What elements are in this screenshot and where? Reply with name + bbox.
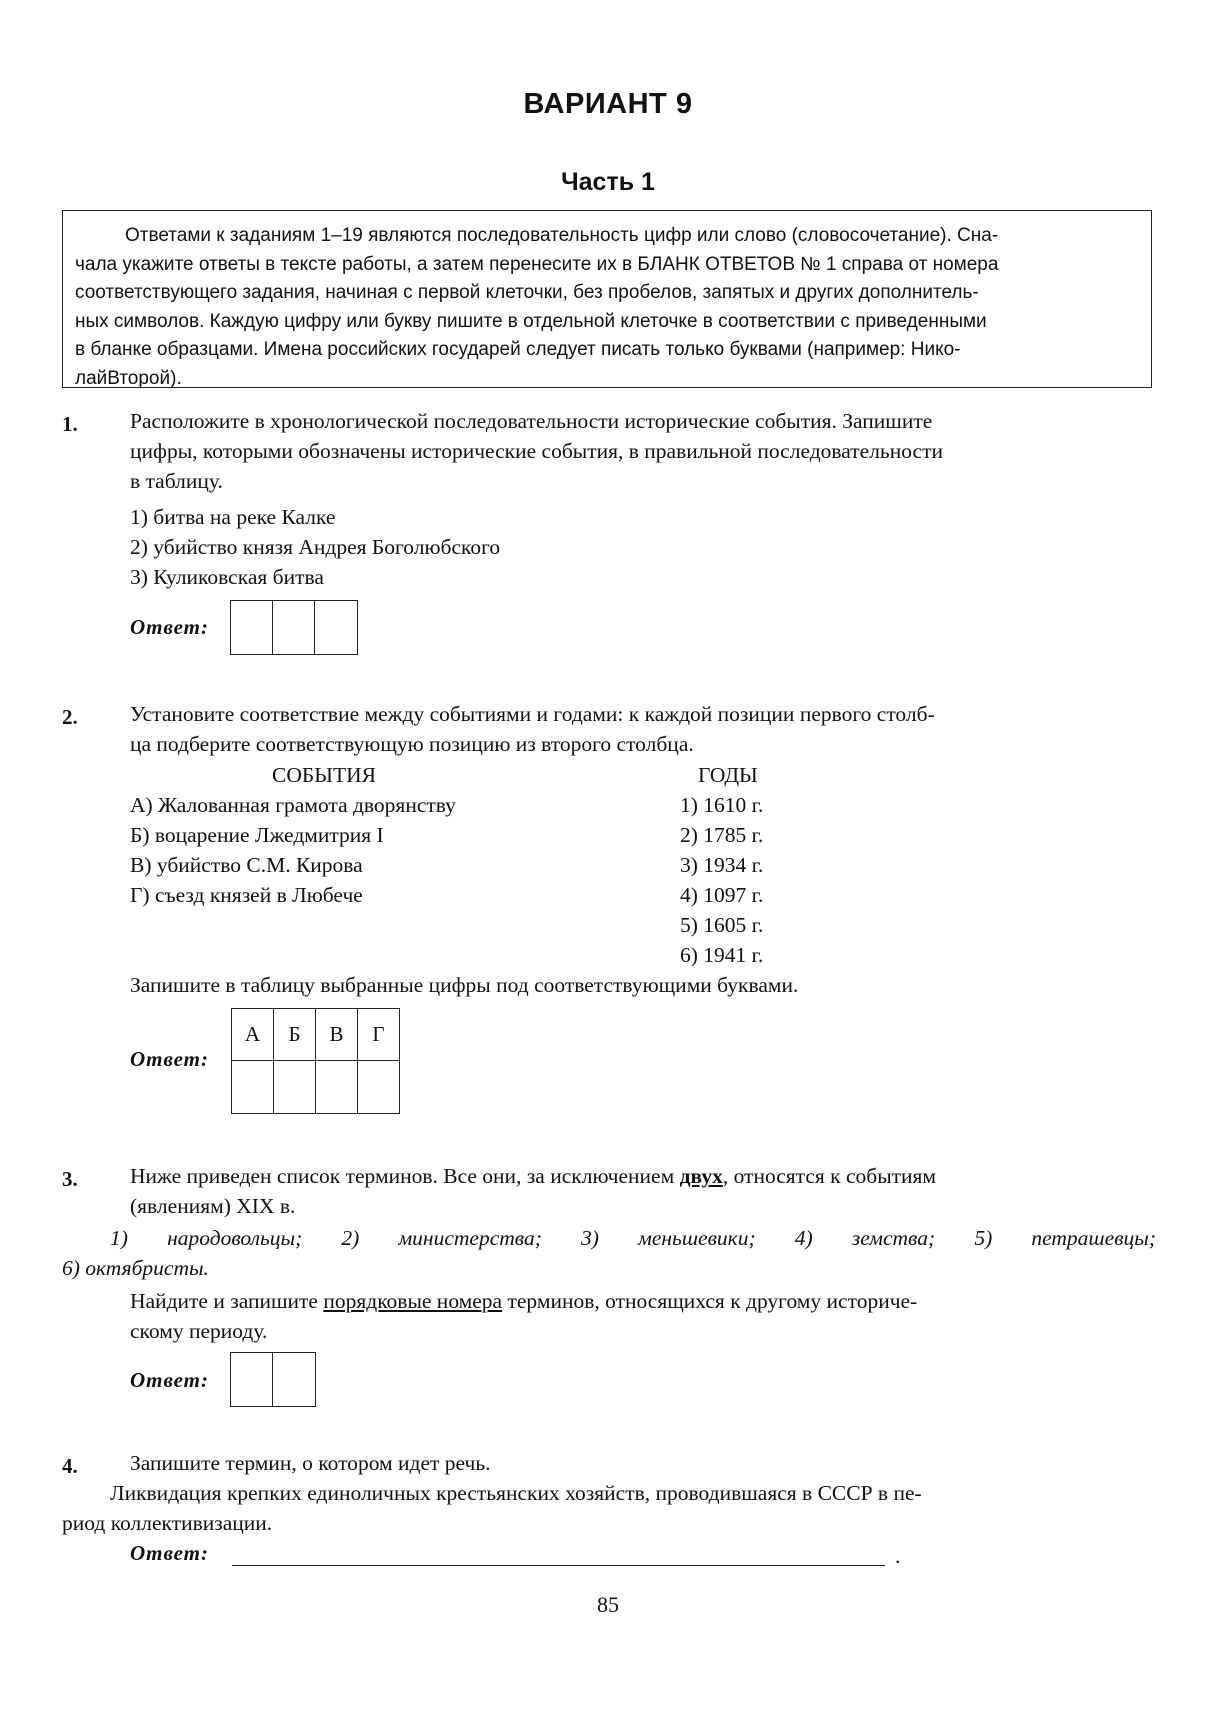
variant-title: ВАРИАНТ 9	[523, 88, 693, 120]
task-4-number: 4.	[62, 1454, 78, 1478]
letter-cell: В	[316, 1009, 358, 1061]
answer-cell[interactable]	[231, 1353, 273, 1406]
instructions-line: ных символов. Каждую цифру или букву пишите в отдельной клеточке в соответствии с приведенными	[75, 310, 987, 332]
task-1-text	[130, 406, 1156, 496]
task-3-text-part: , относятся к событиям	[722, 1164, 937, 1188]
letter-cell: Г	[358, 1009, 400, 1061]
task-1-item: 1) битва на реке Калке	[130, 505, 336, 529]
task-4-text	[62, 1478, 1156, 1538]
events-column-header: СОБЫТИЯ	[272, 763, 376, 787]
task-2-number: 2.	[62, 705, 78, 729]
instructions-line: в бланке образцами. Имена российских государей следует писать только буквами (например: Нико-	[75, 339, 961, 361]
year-item: 2) 1785 г.	[680, 823, 764, 847]
task-4-prompt: Запишите термин, о котором идет речь.	[130, 1451, 491, 1475]
letter-cell: А	[232, 1009, 274, 1061]
task-3-line	[130, 1161, 1156, 1191]
task-1-answer-cells[interactable]	[230, 600, 358, 655]
terms-list-line: 6) октябристы.	[62, 1256, 209, 1280]
answer-cell[interactable]	[273, 1353, 315, 1406]
task-1-number: 1.	[62, 412, 78, 436]
task-3-text-part: Ниже приведен список терминов. Все они, за исключением	[130, 1164, 680, 1188]
task-4-line: риод коллективизации.	[62, 1511, 273, 1535]
answer-cell[interactable]	[315, 601, 357, 654]
answer-cell[interactable]	[273, 601, 315, 654]
instructions-line: лайВторой).	[75, 367, 182, 389]
task-1-item: 2) убийство князя Андрея Боголюбского	[130, 535, 501, 559]
task-2-answer-table	[231, 1008, 400, 1114]
task-4-answer-line[interactable]	[232, 1565, 885, 1566]
task-1-line: цифры, которыми обозначены исторические события, в правильной последовательности	[130, 439, 943, 463]
task-2-instruction: Запишите в таблицу выбранные цифры под соответствующими буквами.	[130, 973, 799, 997]
events-list	[130, 790, 456, 910]
year-item: 1) 1610 г.	[680, 793, 764, 817]
task-3-line: скому периоду.	[130, 1319, 268, 1343]
answer-cell[interactable]	[274, 1061, 316, 1114]
event-item: Г) съезд князей в Любече	[130, 883, 363, 907]
instructions-line: Ответами к заданиям 1–19 являются последовательность цифр или слово (словосочетание). Сна-	[125, 225, 999, 246]
task-3-line	[130, 1286, 1156, 1316]
answer-line-period: .	[895, 1544, 901, 1568]
answer-label: Ответ:	[130, 615, 209, 639]
answer-label: Ответ:	[130, 1047, 209, 1071]
answer-cell[interactable]	[316, 1061, 358, 1114]
task-3-answer-cells[interactable]	[230, 1352, 316, 1407]
task-2-line: Установите соответствие между событиями и годами: к каждой позиции первого столб-	[130, 702, 935, 726]
emphasis-two: двух	[679, 1164, 723, 1188]
part-title: Часть 1	[561, 168, 655, 196]
task-3-number: 3.	[62, 1167, 78, 1191]
answer-cell[interactable]	[231, 601, 273, 654]
years-list	[680, 790, 763, 970]
letter-cell: Б	[274, 1009, 316, 1061]
instructions-line: соответствующего задания, начиная с первой клеточки, без пробелов, запятых и других дополнитель-	[75, 282, 979, 304]
task-1-line: в таблицу.	[130, 469, 223, 493]
years-column-header: ГОДЫ	[698, 763, 758, 787]
year-item: 5) 1605 г.	[680, 913, 764, 937]
task-1-item: 3) Куликовская битва	[130, 565, 324, 589]
task-3-find-text	[130, 1286, 1156, 1346]
instructions-box	[62, 210, 1152, 388]
instructions-line: чала укажите ответы в тексте работы, а затем перенесите их в БЛАНК ОТВЕТОВ № 1 справа от номера	[75, 253, 999, 275]
answer-label: Ответ:	[130, 1368, 209, 1392]
task-1-items	[130, 502, 500, 592]
task-3-line: (явлениям) XIX в.	[130, 1194, 296, 1218]
answer-label: Ответ:	[130, 1541, 209, 1565]
event-item: В) убийство С.М. Кирова	[130, 853, 363, 877]
event-item: А) Жалованная грамота дворянству	[130, 793, 456, 817]
page-number: 85	[597, 1592, 619, 1617]
answer-cell[interactable]	[232, 1061, 274, 1114]
event-item: Б) воцарение Лжедмитрия I	[130, 823, 384, 847]
task-3-text	[130, 1161, 1156, 1221]
emphasis-ordinal-numbers: порядковые номера	[323, 1289, 503, 1313]
task-1-line: Расположите в хронологической последовательности исторические события. Запишите	[130, 409, 933, 433]
task-4-line: Ликвидация крепких единоличных крестьянских хозяйств, проводившаяся в СССР в пе-	[110, 1481, 922, 1505]
year-item: 3) 1934 г.	[680, 853, 764, 877]
task-3-text-part: терминов, относящихся к другому историче-	[502, 1289, 918, 1313]
year-item: 6) 1941 г.	[680, 943, 764, 967]
task-3-text-part: Найдите и запишите	[130, 1289, 324, 1313]
year-item: 4) 1097 г.	[680, 883, 764, 907]
terms-list-line: 1) народовольцы; 2) министерства; 3) меньшевики; 4) земства; 5) петрашевцы;	[110, 1226, 1156, 1250]
task-2-line: ца подберите соответствующую позицию из второго столбца.	[130, 732, 694, 756]
task-2-text	[130, 699, 1156, 759]
answer-cell[interactable]	[358, 1061, 400, 1114]
